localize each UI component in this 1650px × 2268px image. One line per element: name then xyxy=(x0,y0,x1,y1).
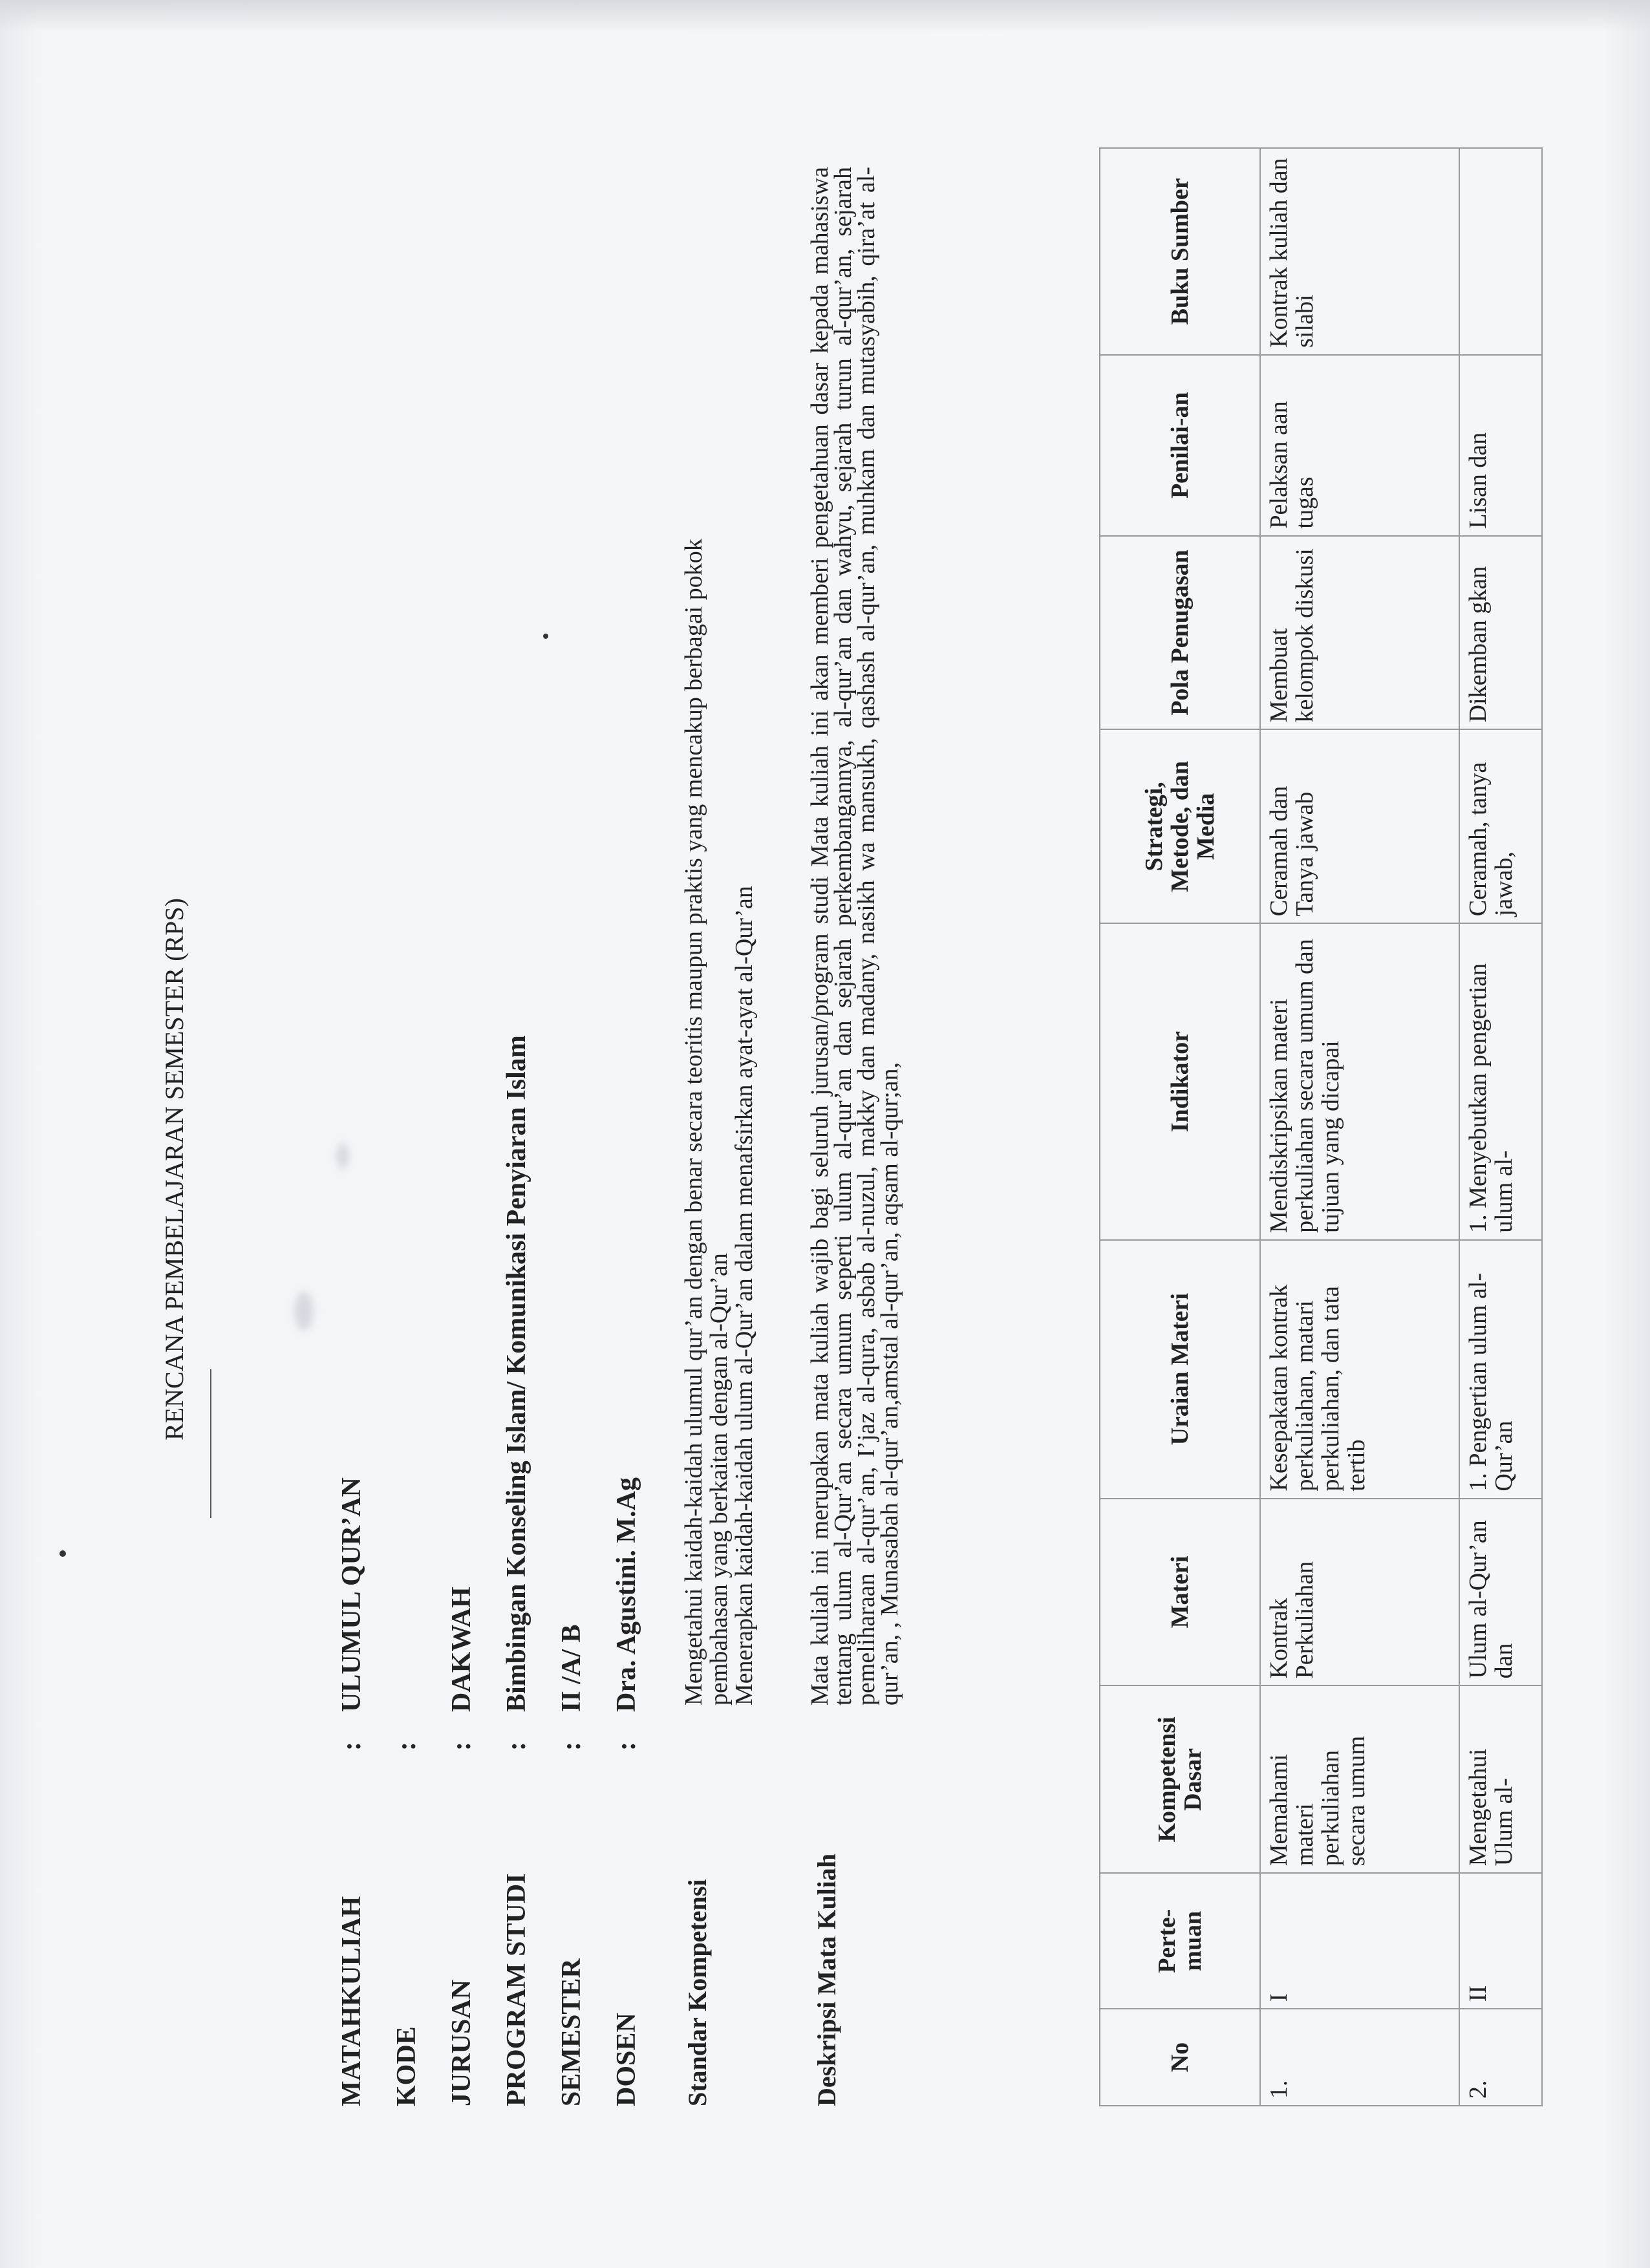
table-row xyxy=(1260,148,1459,2106)
deskripsi-label: Deskripsi Mata Kuliah xyxy=(812,1853,841,2106)
scan-speck xyxy=(59,1550,66,1557)
info-value: ULUMUL QUR’AN xyxy=(337,1477,367,1712)
cell-pola: Dikemban gkan xyxy=(1459,536,1542,730)
cell-pertemuan: II xyxy=(1459,1873,1542,2009)
cell-penilaian: Pelaksan aan tugas xyxy=(1260,355,1459,536)
header-no: No xyxy=(1100,2009,1260,2106)
info-label: PROGRAM STUDI xyxy=(502,1873,531,2106)
cell-indikator: Mendiskripsikan materi perkuliahan secara umum dan tujuan yang dicapai xyxy=(1260,923,1459,1240)
info-colon: : xyxy=(337,1742,367,1751)
cell-buku: Kontrak kuliah dan silabi xyxy=(1260,148,1459,355)
info-label: JURUSAN xyxy=(447,1979,477,2106)
scan-smudge xyxy=(336,1143,349,1169)
info-colon: : xyxy=(447,1742,477,1751)
header-penilaian: Penilai-an xyxy=(1100,355,1260,536)
info-label: MATAHKULIAH xyxy=(337,1896,367,2106)
cell-uraian: Kesepakatan kontrak perkuliahan, matari perkuliahan, dan tata tertib xyxy=(1260,1240,1459,1499)
info-value: Dra. Agustini. M.Ag xyxy=(612,1477,641,1712)
standar-kompetensi-line-3: Menerapkan kaidah-kaidah ulum al-Qur’an dalam menafsirkan ayat-ayat al-Qur’an xyxy=(731,886,758,1706)
cell-pola: Membuat kelompok diskusi xyxy=(1260,536,1459,730)
document-title: RENCANA PEMBELAJARAN SEMESTER (RPS) xyxy=(160,897,189,1440)
info-colon: : xyxy=(557,1742,586,1751)
info-colon: : xyxy=(392,1742,422,1751)
cell-strategi: Ceramah dan Tanya jawab xyxy=(1260,729,1459,923)
standar-kompetensi-line-2: pembahasan yang berkaitan dengan al-Qur’an xyxy=(705,1253,733,1706)
rps-table xyxy=(1099,147,1543,2106)
header-indikator: Indikator xyxy=(1100,923,1260,1240)
header-kompetensi-dasar: Kompetensi Dasar xyxy=(1100,1685,1260,1873)
info-value: DAKWAH xyxy=(447,1587,477,1712)
table-row xyxy=(1459,148,1542,2106)
info-colon: : xyxy=(612,1742,641,1751)
header-pola-penugasan: Pola Penugasan xyxy=(1100,536,1260,730)
info-label: SEMESTER xyxy=(557,1958,586,2106)
header-buku-sumber: Buku Sumber xyxy=(1100,148,1260,355)
title-rule xyxy=(210,1369,211,1518)
header-uraian-materi: Uraian Materi xyxy=(1100,1240,1260,1499)
cell-uraian: 1. Pengertian ulum al-Qur’an xyxy=(1459,1240,1542,1499)
info-value: II /A/ B xyxy=(557,1624,586,1712)
cell-materi: Kontrak Perkuliahan xyxy=(1260,1499,1459,1686)
cell-strategi: Ceramah, tanya jawab, xyxy=(1459,729,1542,923)
deskripsi-text: Mata kuliah ini merupakan mata kuliah wajib bagi seluruh jurusan/program studi Mata kuliah ini akan memberi pengetahuan dasar kepada mahasiswa tentang ulum al-Qur’an secara umum seperti ulum al-qur’an dan sejarah perkembangannya, al-qur’an dan wahyu, sejarah turun al-qur’an, sejarah pemeliharaan al-qur’an, I’jaz al-qura, asbab al-nuzul, makky dan madany, nasikh wa mansukh, qashash al-qur’an, muhkam dan mutasyabih, qira’at al-qur’an, , Munasabah al-qur’an,amstal al-qur’an, aqsam al-qur;an, xyxy=(806,167,903,1706)
header-pertemuan: Perte-muan xyxy=(1100,1873,1260,2009)
info-colon: : xyxy=(502,1742,531,1751)
cell-no: 1. xyxy=(1260,2009,1459,2106)
info-value: Bimbingan Konseling Islam/ Komunikasi Penyiaran Islam xyxy=(502,1035,531,1712)
info-label: KODE xyxy=(392,2026,422,2106)
cell-pertemuan: I xyxy=(1260,1873,1459,2009)
table-header-row xyxy=(1100,148,1260,2106)
header-strategi: Strategi, Metode, dan Media xyxy=(1100,729,1260,923)
cell-materi: Ulum al-Qur’an dan xyxy=(1459,1499,1542,1686)
cell-no: 2. xyxy=(1459,2009,1542,2106)
scan-smudge xyxy=(294,1292,314,1331)
cell-penilaian: Lisan dan xyxy=(1459,355,1542,536)
header-materi: Materi xyxy=(1100,1499,1260,1686)
cell-kompetensi: Mengetahui Ulum al- xyxy=(1459,1685,1542,1873)
cell-buku xyxy=(1459,148,1542,355)
cell-kompetensi: Memahami materi perkuliahan secara umum xyxy=(1260,1685,1459,1873)
info-label: DOSEN xyxy=(612,2013,641,2106)
cell-indikator: 1. Menyebutkan pengertian ulum al- xyxy=(1459,923,1542,1240)
standar-kompetensi-line-1: Mengetahui kaidah-kaidah ulumul qur’an dengan benar secara teoritis maupun praktis yang mencakup berbagai pokok xyxy=(680,539,707,1706)
standar-kompetensi-label: Standar Kompetensi xyxy=(683,1879,712,2106)
scan-speck xyxy=(543,634,548,639)
